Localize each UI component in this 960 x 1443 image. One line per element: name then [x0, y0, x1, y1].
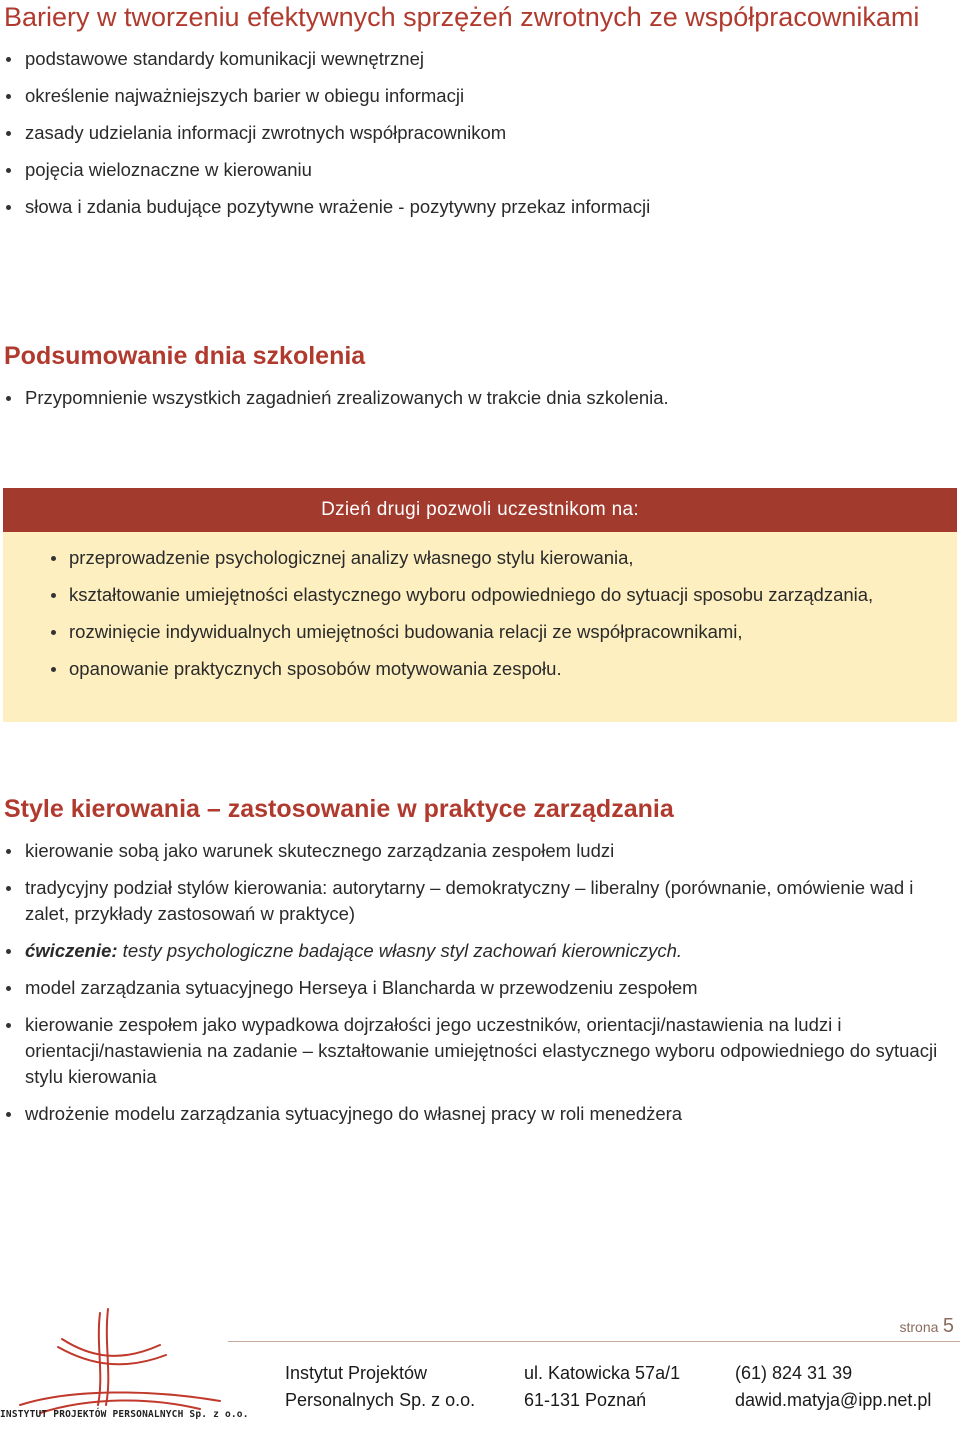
list-item: podstawowe standardy komunikacji wewnętrznej	[0, 46, 960, 72]
list-item: tradycyjny podział stylów kierowania: autorytarny – demokratyczny – liberalny (porównanie, omówienie wad i zalet, przykłady zastosowań w praktyce)	[0, 875, 940, 927]
address-street: ul. Katowicka 57a/1	[524, 1363, 681, 1383]
summary-list	[0, 385, 960, 411]
barriers-list	[0, 46, 960, 220]
page-number-value: 5	[942, 1315, 954, 1337]
list-item: Przypomnienie wszystkich zagadnień zrealizowanych w trakcie dnia szkolenia.	[0, 385, 960, 411]
section-barriers	[0, 0, 960, 220]
company-name-line2: Personalnych Sp. z o.o.	[285, 1390, 476, 1410]
footer-divider	[228, 1341, 960, 1342]
list-item: opanowanie praktycznych sposobów motywowania zespołu.	[3, 656, 957, 682]
section-title-summary: Podsumowanie dnia szkolenia	[4, 342, 366, 370]
list-item: kształtowanie umiejętności elastycznego wyboru odpowiedniego do sytuacji sposobu zarządzania,	[3, 582, 957, 608]
company-logo	[0, 1305, 236, 1423]
footer-address	[524, 1360, 680, 1414]
box-title: Dzień drugi pozwoli uczestnikom na:	[3, 488, 957, 532]
styles-list	[0, 838, 960, 1127]
list-item: model zarządzania sytuacyjnego Herseya i Blancharda w przewodzeniu zespołem	[0, 975, 940, 1001]
day-two-goals-box	[3, 488, 957, 722]
goals-list	[3, 545, 957, 682]
address-city: 61-131 Poznań	[524, 1390, 647, 1410]
exercise-label: ćwiczenie:	[25, 940, 118, 961]
contact-phone: (61) 824 31 39	[735, 1363, 853, 1383]
list-item: przeprowadzenie psychologicznej analizy własnego stylu kierowania,	[3, 545, 957, 571]
section-summary	[0, 339, 960, 411]
contact-email[interactable]: dawid.matyja@ipp.net.pl	[735, 1390, 932, 1410]
footer-contact	[735, 1360, 931, 1414]
section-title-barriers: Bariery w tworzeniu efektywnych sprzężeń zwrotnych ze współpracownikami	[4, 2, 920, 32]
list-item: kierowanie sobą jako warunek skutecznego zarządzania zespołem ludzi	[0, 838, 940, 864]
list-item: rozwinięcie indywidualnych umiejętności budowania relacji ze współpracownikami,	[3, 619, 957, 645]
section-title-styles: Style kierowania – zastosowanie w praktyce zarządzania	[4, 795, 674, 823]
list-item: kierowanie zespołem jako wypadkowa dojrzałości jego uczestników, orientacji/nastawienia na ludzi i orientacji/nastawienia na zadanie – kształtowanie umiejętności elastycznego wyboru odpowiedniego do sytuacji stylu kierowania	[0, 1012, 940, 1090]
logo-text: INSTYTUT PROJEKTÓW PERSONALNYCH Sp. z o.o.	[0, 1409, 249, 1420]
page-label: strona	[899, 1319, 939, 1335]
exercise-item	[0, 938, 940, 964]
page-number	[900, 1315, 955, 1338]
company-name-line1: Instytut Projektów	[285, 1363, 428, 1383]
section-styles	[0, 792, 960, 1127]
list-item: wdrożenie modelu zarządzania sytuacyjnego do własnej pracy w roli menedżera	[0, 1101, 940, 1127]
list-item: słowa i zdania budujące pozytywne wrażenie - pozytywny przekaz informacji	[0, 194, 960, 220]
exercise-text: testy psychologiczne badające własny styl zachowań kierowniczych.	[117, 940, 683, 961]
footer-company	[285, 1360, 475, 1414]
list-item: określenie najważniejszych barier w obiegu informacji	[0, 83, 960, 109]
list-item: pojęcia wieloznaczne w kierowaniu	[0, 157, 960, 183]
list-item: zasady udzielania informacji zwrotnych współpracownikom	[0, 120, 960, 146]
